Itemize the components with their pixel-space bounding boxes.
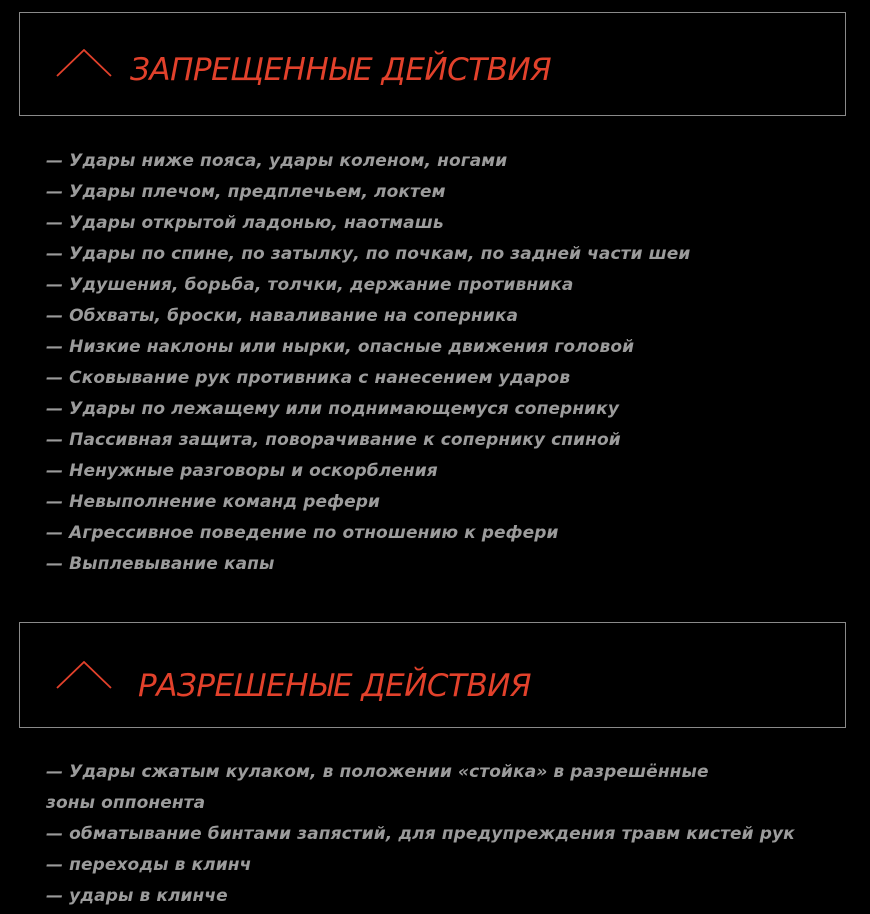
list-item: — Обхваты, броски, наваливание на соперника [46, 306, 519, 326]
allowed-rules-list [46, 757, 826, 912]
list-item: — Удары плечом, предплечьем, локтем [46, 182, 446, 202]
allowed-section-header [19, 622, 846, 728]
chevron-up-icon [56, 661, 112, 689]
list-item: — Удары открытой ладонью, наотмашь [46, 213, 444, 233]
chevron-up-icon [56, 49, 112, 77]
list-item: — Удушения, борьба, толчки, держание противника [46, 275, 574, 295]
list-item: — Агрессивное поведение по отношению к рефери [46, 523, 559, 543]
list-item: — Пассивная защита, поворачивание к сопернику спиной [46, 430, 621, 450]
prohibited-section-header [19, 12, 846, 116]
list-item: — Сковывание рук противника с нанесением ударов [46, 368, 571, 388]
allowed-section-title: РАЗРЕШЕНЫЕ ДЕЙСТВИЯ [138, 668, 531, 704]
list-item: — Удары сжатым кулаком, в положении «стойка» в разрешённые зоны оппонента [46, 762, 709, 813]
list-item: — удары в клинче [46, 886, 228, 906]
list-item: — Удары по лежащему или поднимающемуся сопернику [46, 399, 620, 419]
list-item: — переходы в клинч [46, 855, 252, 875]
list-item: — Выплевывание капы [46, 554, 275, 574]
prohibited-section-title: ЗАПРЕЩЕННЫЕ ДЕЙСТВИЯ [130, 52, 552, 88]
list-item: — обматывание бинтами запястий, для предупреждения травм кистей рук [46, 824, 795, 844]
list-item: — Удары по спине, по затылку, по почкам, по задней части шеи [46, 244, 691, 264]
prohibited-rules-list [46, 146, 826, 580]
list-item: — Удары ниже пояса, удары коленом, ногами [46, 151, 508, 171]
list-item: — Низкие наклоны или нырки, опасные движения головой [46, 337, 635, 357]
list-item: — Невыполнение команд рефери [46, 492, 381, 512]
list-item: — Ненужные разговоры и оскорбления [46, 461, 438, 481]
